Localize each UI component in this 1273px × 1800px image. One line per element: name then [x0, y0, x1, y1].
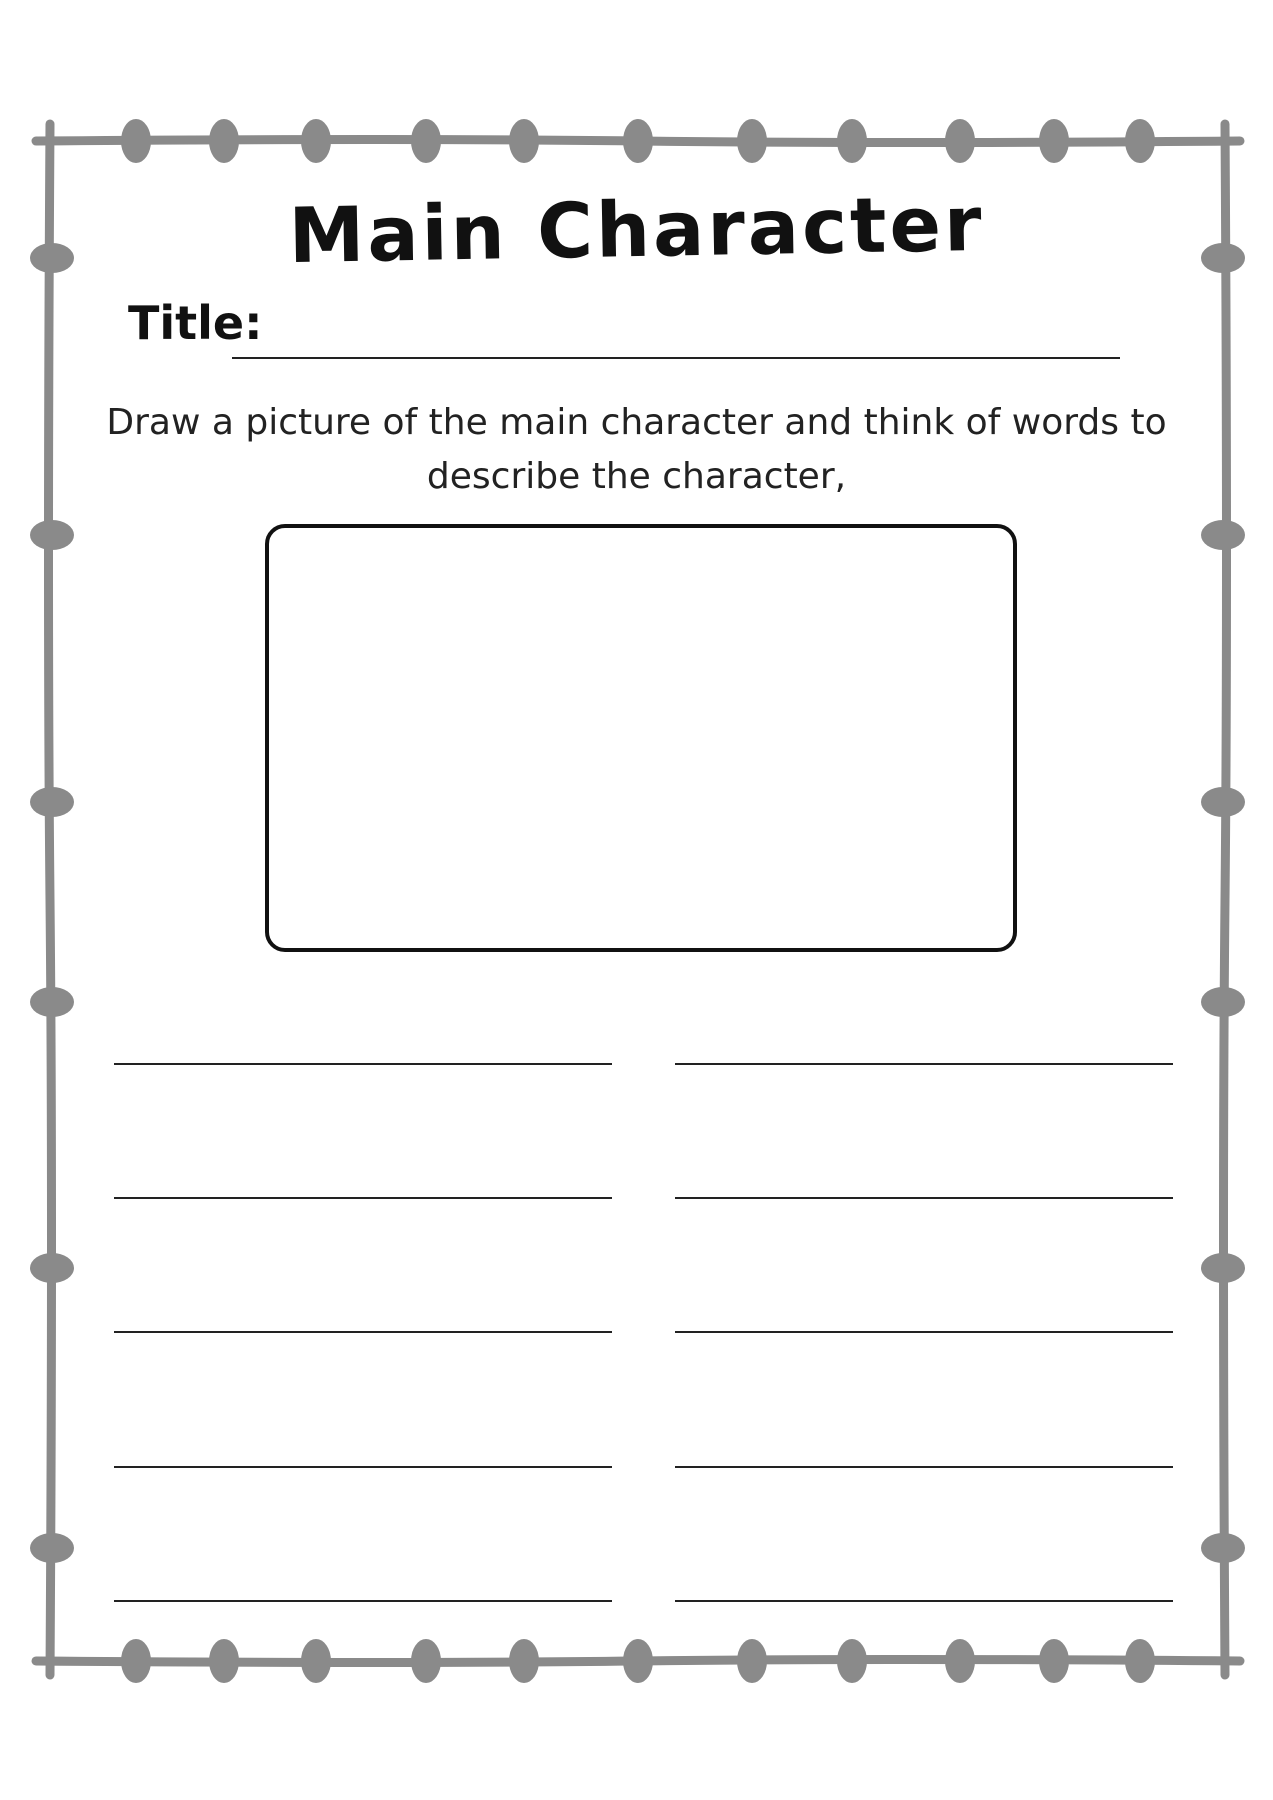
border-bead — [301, 1639, 331, 1683]
border-bead — [837, 119, 867, 163]
border-right-line — [1224, 124, 1227, 1675]
border-bead — [411, 119, 441, 163]
border-bead — [30, 787, 74, 817]
border-bead — [509, 1639, 539, 1683]
border-bead — [1201, 787, 1245, 817]
border-bead — [737, 1639, 767, 1683]
border-bead — [209, 1639, 239, 1683]
word-line-right-3[interactable] — [675, 1331, 1173, 1333]
border-bead — [30, 520, 74, 550]
border-bead — [30, 1533, 74, 1563]
drawing-box[interactable] — [265, 524, 1017, 952]
border-bead — [623, 1639, 653, 1683]
border-bead — [945, 119, 975, 163]
page-heading: Main Character — [287, 178, 986, 281]
instructions-text: Draw a picture of the main character and think of words to describe the character, — [106, 402, 1167, 497]
title-label: Title: — [128, 296, 263, 350]
word-line-left-1[interactable] — [114, 1063, 612, 1065]
word-line-right-1[interactable] — [675, 1063, 1173, 1065]
border-bead — [1201, 1253, 1245, 1283]
border-bead — [837, 1639, 867, 1683]
border-bead — [209, 119, 239, 163]
border-bead — [945, 1639, 975, 1683]
word-line-right-2[interactable] — [675, 1197, 1173, 1199]
border-bead — [121, 119, 151, 163]
border-bead — [30, 987, 74, 1017]
word-line-left-5[interactable] — [114, 1600, 612, 1602]
border-bead — [121, 1639, 151, 1683]
border-bead — [30, 1253, 74, 1283]
word-line-left-3[interactable] — [114, 1331, 612, 1333]
word-line-right-5[interactable] — [675, 1600, 1173, 1602]
border-bead — [1201, 520, 1245, 550]
border-bead — [509, 119, 539, 163]
border-left-line — [49, 124, 52, 1675]
border-bead — [1201, 1533, 1245, 1563]
border-bead — [623, 119, 653, 163]
word-line-left-4[interactable] — [114, 1466, 612, 1468]
title-answer-line[interactable] — [232, 357, 1120, 359]
border-bead — [411, 1639, 441, 1683]
border-bead — [737, 119, 767, 163]
word-line-right-4[interactable] — [675, 1466, 1173, 1468]
border-bead — [1125, 119, 1155, 163]
border-bead — [1039, 119, 1069, 163]
border-bead — [1201, 987, 1245, 1017]
border-bead — [1039, 1639, 1069, 1683]
word-line-left-2[interactable] — [114, 1197, 612, 1199]
border-bead — [1125, 1639, 1155, 1683]
border-bead — [301, 119, 331, 163]
